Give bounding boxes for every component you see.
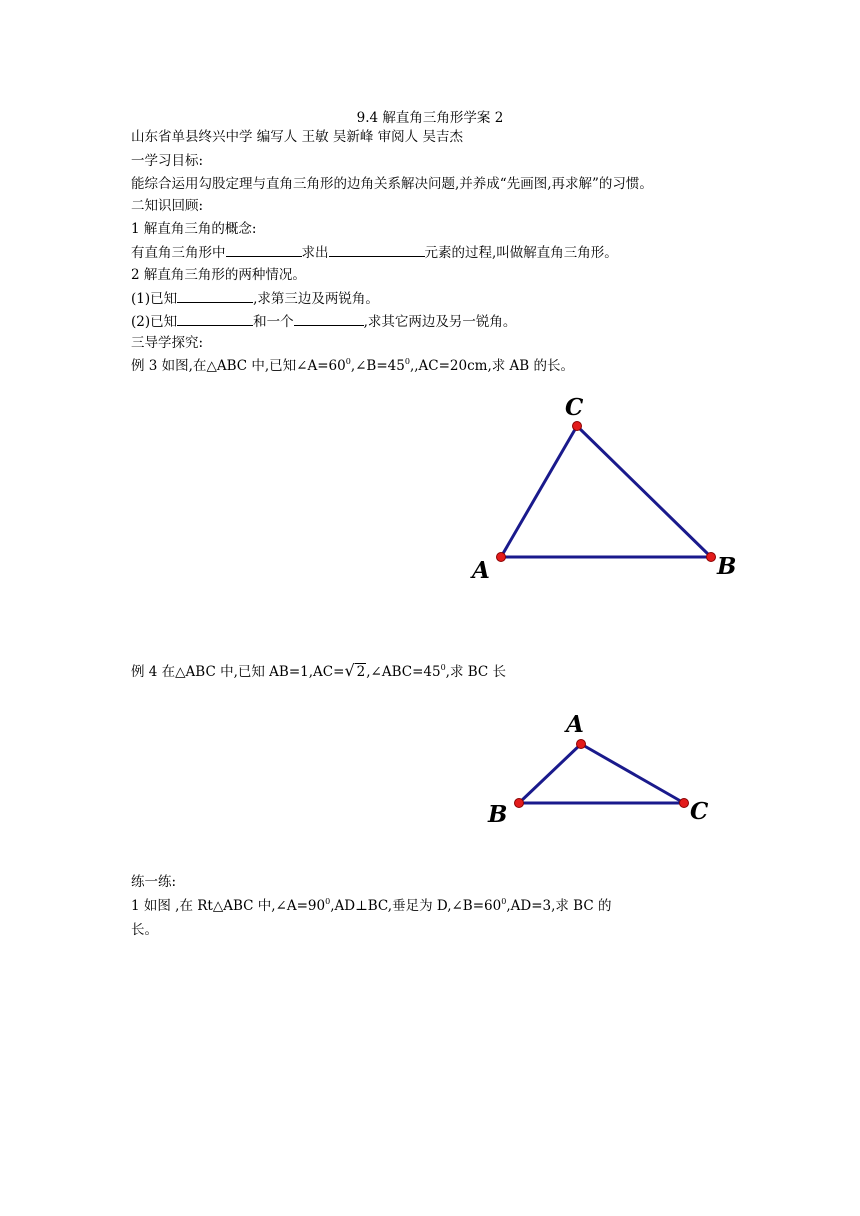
practice1-sup: 0 — [325, 897, 331, 906]
vertex-label-a: A — [566, 711, 584, 738]
vertex-point-c — [573, 422, 582, 431]
section1-text: 能综合运用勾股定理与直角三角形的边角关系解决问题,并养成“先画图,再求解”的习惯。 — [131, 176, 653, 192]
ex3-sup: 0 — [404, 357, 410, 366]
vertex-point-b — [515, 799, 524, 808]
section2-heading: 二知识回顾: — [131, 198, 204, 214]
vertex-label-b: B — [488, 801, 508, 828]
vertex-point-a — [577, 740, 586, 749]
case2-suffix: ,求其它两边及另一锐角。 — [363, 314, 517, 330]
ex3-sup: 0 — [345, 357, 351, 366]
author-line: 山东省单县终兴中学 编写人 王敏 吴新峰 审阅人 吴吉杰 — [131, 129, 463, 145]
vertex-point-a — [497, 553, 506, 562]
q2-heading: 2 解直角三角形的两种情况。 — [131, 267, 306, 283]
q1-text-1: 有直角三角形中 — [131, 245, 226, 261]
ex3-text-1: 例 3 如图,在△ABC 中,已知∠A=60 — [131, 358, 346, 374]
q1-heading: 1 解直角三角的概念: — [131, 221, 257, 237]
practice1-text-2: ,AD⊥BC,垂足为 D,∠B=60 — [330, 898, 502, 914]
practice1-text-3: ,AD=3,求 BC 的 — [506, 898, 612, 914]
vertex-label-c: C — [565, 394, 584, 421]
practice1-text-1: 1 如图 ,在 Rt△ABC 中,∠A=90 — [131, 898, 326, 914]
triangle-abc — [501, 426, 711, 557]
figure-example4 — [487, 711, 709, 828]
practice1-sup: 0 — [501, 897, 507, 906]
radicand: 2 — [356, 664, 366, 680]
ex3-text-3: ,,AC=20cm,求 AB 的长。 — [409, 358, 574, 374]
q1-text-3: 元素的过程,叫做解直角三角形。 — [424, 245, 618, 261]
figure-example3 — [470, 394, 736, 584]
ex3-text-2: ,∠B=45 — [350, 358, 405, 374]
section1-heading: 一学习目标: — [131, 153, 204, 169]
ex4-text-3: ,求 BC 长 — [445, 664, 507, 680]
vertex-point-c — [680, 799, 689, 808]
case1-suffix: ,求第三边及两锐角。 — [253, 291, 379, 307]
section3-heading: 三导学探究: — [131, 335, 204, 351]
page-title: 9.4 解直角三角形学案 2 — [356, 110, 504, 126]
radical-sign: √ — [344, 661, 355, 680]
ex4-sup: 0 — [440, 663, 446, 672]
vertex-label-c: C — [690, 798, 709, 825]
ex4-text-2: ,∠ABC=45 — [366, 664, 441, 680]
q1-text-2: 求出 — [301, 245, 329, 261]
practice-heading: 练一练: — [131, 874, 177, 890]
triangle-abc-2 — [519, 744, 684, 803]
vertex-label-b: B — [717, 553, 737, 580]
practice1-cont: 长。 — [131, 922, 158, 938]
vertex-point-b — [707, 553, 716, 562]
ex4-text-1: 例 4 在△ABC 中,已知 AB=1,AC= — [131, 664, 345, 680]
vertex-label-a: A — [472, 557, 490, 584]
case2-prefix: (2)已知 — [131, 314, 178, 330]
case1-prefix: (1)已知 — [131, 291, 178, 307]
case2-mid: 和一个 — [253, 314, 294, 330]
